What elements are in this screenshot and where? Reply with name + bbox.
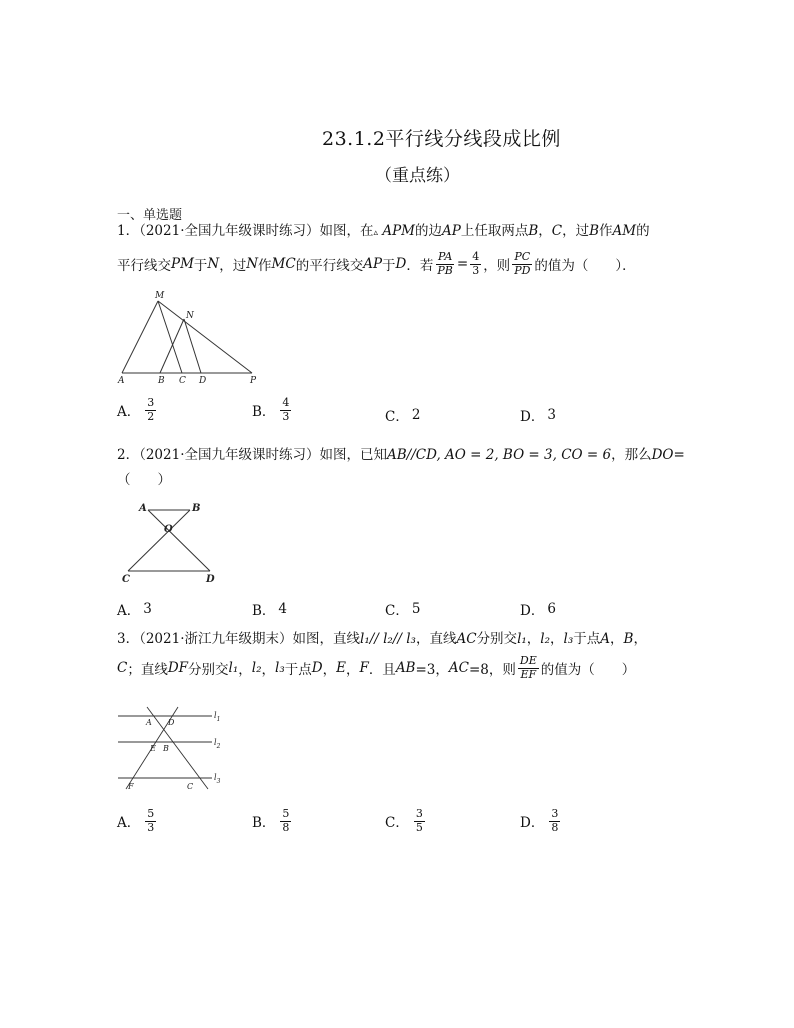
label-B: B [158,376,165,386]
q2-option-c[interactable]: C． 5 [385,601,421,619]
q3-line2: C ；直线 DF 分别交 l₁ ， l₂ ， l₃ 于点 D ， E ， F ．且 AB =3， AC =8，则 $\frac{DE}{EF}$ 的值为（ ） [117,654,636,681]
label-N: N [186,311,194,321]
label-D: D [206,574,215,585]
label-A: A [139,503,147,514]
q3-option-b[interactable]: B． $\frac{5}{8}$ [252,807,290,834]
q1-figure [112,288,272,388]
label-P: P [250,376,257,386]
label-E: E [150,744,156,753]
page-subtitle: （重点练） [375,166,460,186]
label-B: B [163,744,169,753]
q1-line1: 1．（2021·全国九年级课时练习）如图，在▵ APM的边AP上任取两点B，C，过B作AM的 [117,223,650,239]
fraction: $\frac{4}{3}$ [472,250,480,277]
label-B: B [192,503,201,514]
fraction: $\frac{PC}{PD}$ [514,250,531,277]
q3-option-c[interactable]: C． $\frac{3}{5}$ [385,807,423,834]
label-A: A [118,376,125,386]
q1-line2: 平行线交 PM 于 N ，过 N 作 MC 的平行线交 AP 于 D ．若 $\frac{PA}{PB}$ = $\frac{4}{3}$ ，则 $\frac{PC}{PD}$ 的值为（ ）． [117,250,636,277]
q3-figure [112,705,232,795]
label-D: D [168,718,175,727]
q1-option-d[interactable]: D． 3 [520,407,556,425]
q2-line1: 2．（2021·全国九年级课时练习）如图，已知AB//CD, AO = 2, BO = 3, CO = 6，那么DO= [117,447,685,463]
q3-option-a[interactable]: A． $\frac{5}{3}$ [117,807,155,834]
label-D: D [199,376,207,386]
label-l3: $l_3$ [214,773,221,785]
label-l1: $l_1$ [214,711,221,723]
label-M: M [155,291,165,301]
q1-option-a[interactable]: A． $\frac{3}{2}$ [117,396,155,423]
label-C: C [187,782,194,791]
q3-option-d[interactable]: D． $\frac{3}{8}$ [520,807,559,834]
q3-line1: 3．（2021·浙江九年级期末）如图，直线l₁// l₂// l₃，直线AC分别交l₁，l₂，l₃于点A，B， [117,631,647,647]
label-F: F [128,782,134,791]
q2-option-b[interactable]: B． 4 [252,601,288,619]
label-O: O [164,524,173,535]
q1-option-b[interactable]: B． $\frac{4}{3}$ [252,396,290,423]
q2-figure [112,497,222,589]
label-C: C [179,376,186,386]
page-title: 23.1.2平行线分线段成比例 [322,128,561,150]
q2-option-d[interactable]: D． 6 [520,601,556,619]
fraction: $\frac{PA}{PB}$ [437,250,453,277]
q2-line2: （ ） [117,472,171,488]
section-heading: 一、单选题 [117,208,183,223]
q2-option-a[interactable]: A． 3 [117,601,152,619]
fraction: $\frac{DE}{EF}$ [519,654,537,681]
label-A: A [146,718,152,727]
label-l2: $l_2$ [214,738,221,750]
q1-option-c[interactable]: C． 2 [385,407,421,425]
label-C: C [122,574,130,585]
